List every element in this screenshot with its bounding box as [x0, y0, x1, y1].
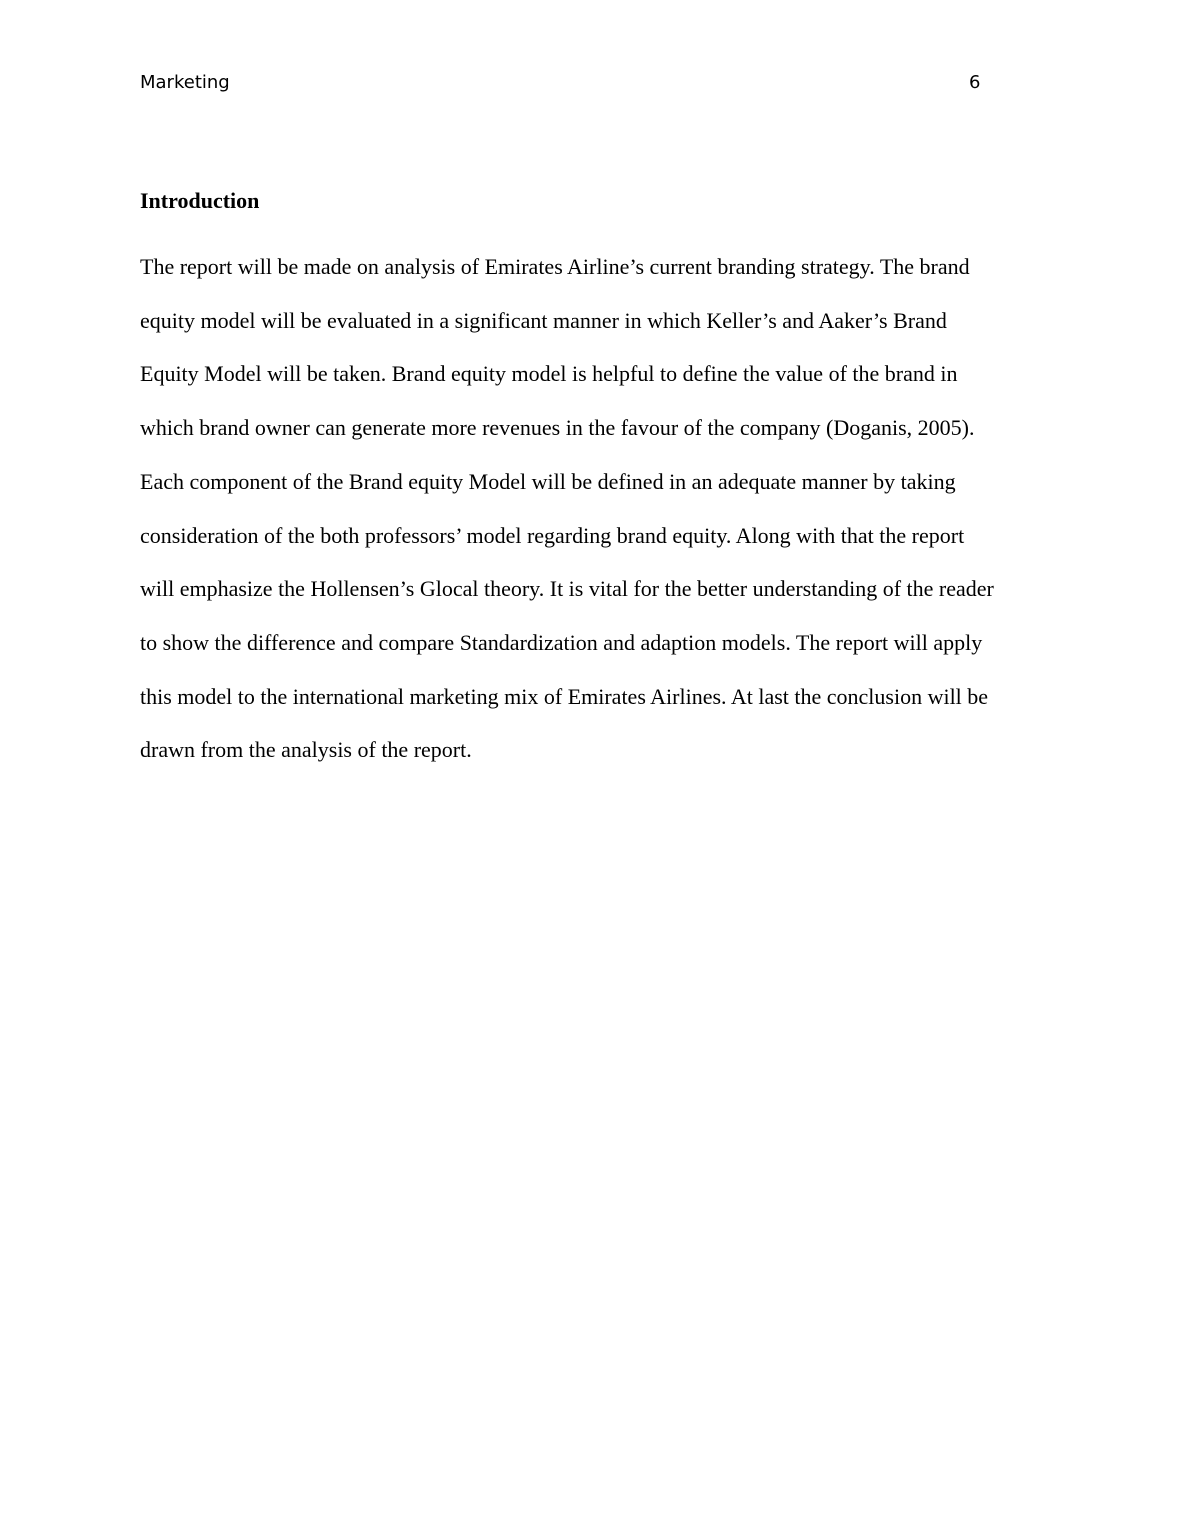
paragraph-line: which brand owner can generate more revenues in the favour of the company (Doganis, 2005).	[140, 415, 975, 441]
paragraph-line: this model to the international marketing mix of Emirates Airlines. At last the conclusion will be	[140, 683, 989, 709]
document-body	[140, 186, 1060, 777]
paragraph-line: Each component of the Brand equity Model will be defined in an adequate manner by taking	[140, 468, 956, 494]
page-number: 6	[969, 72, 981, 93]
section-heading: Introduction	[140, 188, 260, 213]
paragraph-line: consideration of the both professors’ model regarding brand equity. Along with that the report	[140, 522, 965, 548]
paragraph-line: Equity Model will be taken. Brand equity model is helpful to define the value of the brand in	[140, 361, 958, 387]
paragraph-line: equity model will be evaluated in a significant manner in which Keller’s and Aaker’s Brand	[140, 307, 947, 333]
paragraph-line: The report will be made on analysis of Emirates Airline’s current branding strategy. The brand	[140, 254, 970, 279]
paragraph-line: will emphasize the Hollensen’s Glocal theory. It is vital for the better understanding of the reader	[140, 576, 994, 602]
introduction-paragraph	[140, 240, 1060, 777]
running-head: Marketing	[140, 72, 230, 93]
paragraph-line: drawn from the analysis of the report.	[140, 737, 472, 763]
paragraph-line: to show the difference and compare Standardization and adaption models. The report will apply	[140, 629, 983, 655]
